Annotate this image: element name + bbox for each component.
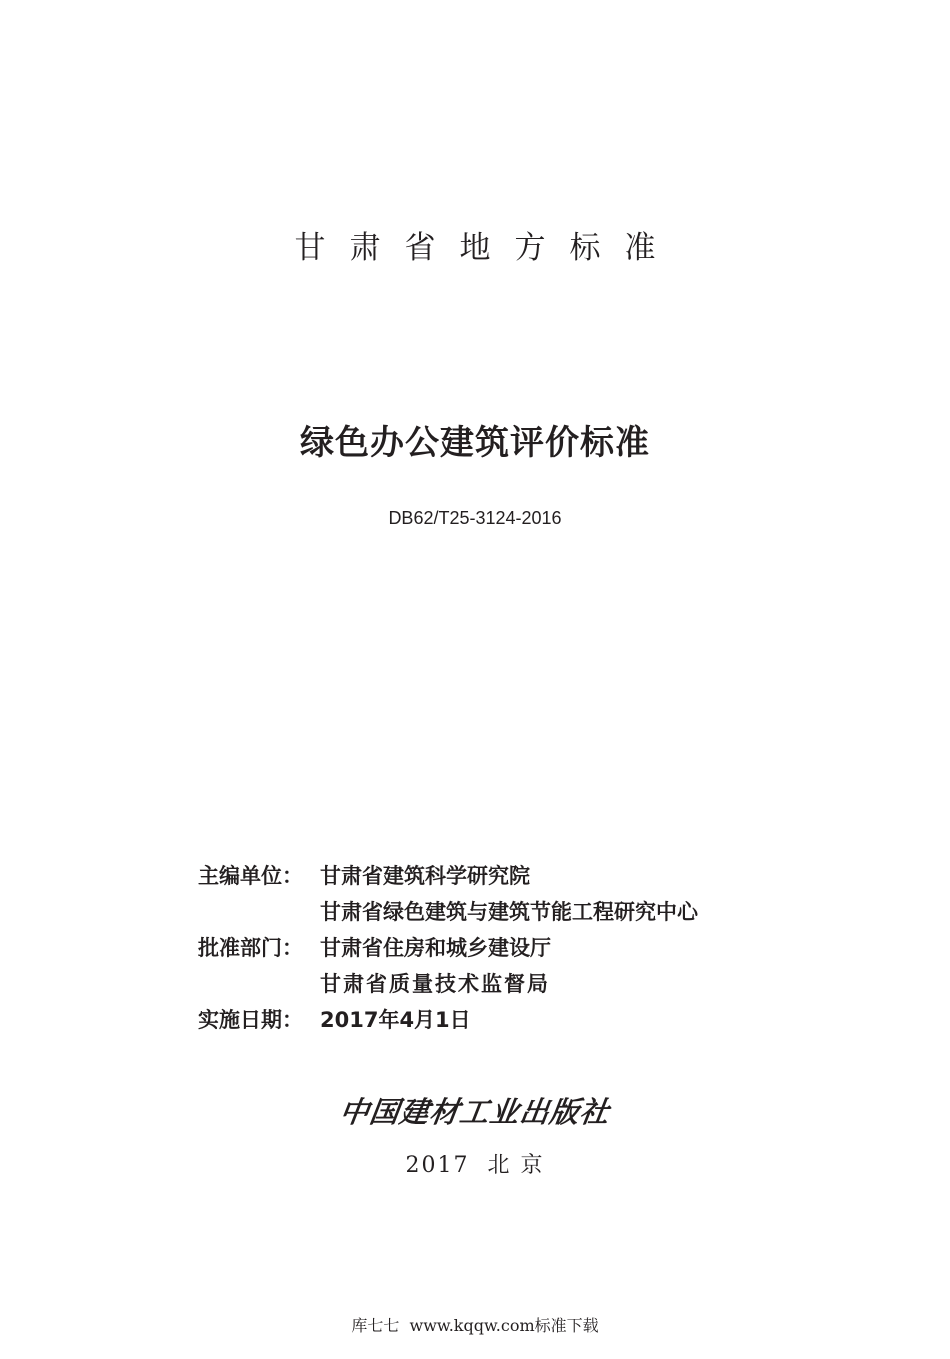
editor-value-1: 甘肃省建筑科学研究院 <box>320 864 530 888</box>
approver-row-2 <box>198 966 698 1002</box>
document-title: 绿色办公建筑评价标准 <box>300 423 650 463</box>
publication-year-place: 2017 北 京 <box>405 1153 545 1178</box>
publisher-logo-text: 中国建材工业出版社 <box>337 1095 613 1129</box>
implementation-date: 2017年4月1日 <box>320 1008 471 1032</box>
approver-row <box>198 930 698 966</box>
approver-value-1: 甘肃省住房和城乡建设厅 <box>320 936 551 960</box>
standard-category: 甘肃省地方标准 <box>294 230 680 266</box>
date-label: 实施日期： <box>198 1008 303 1032</box>
editor-value-2: 甘肃省绿色建筑与建筑节能工程研究中心 <box>320 900 698 924</box>
editor-label-spacer <box>198 894 320 930</box>
approver-label: 批准部门： <box>198 936 303 960</box>
editor-row <box>198 858 698 894</box>
date-row <box>198 1002 698 1038</box>
publication-info <box>198 858 698 1038</box>
editor-row-2 <box>198 894 698 930</box>
editor-label: 主编单位： <box>198 864 303 888</box>
approver-label-spacer <box>198 966 320 1002</box>
footer-watermark: 库七七 www.kqqw.com标准下载 <box>351 1316 599 1335</box>
approver-value-2: 甘肃省质量技术监督局 <box>320 972 550 996</box>
standard-code: DB62/T25-3124-2016 <box>388 508 562 528</box>
